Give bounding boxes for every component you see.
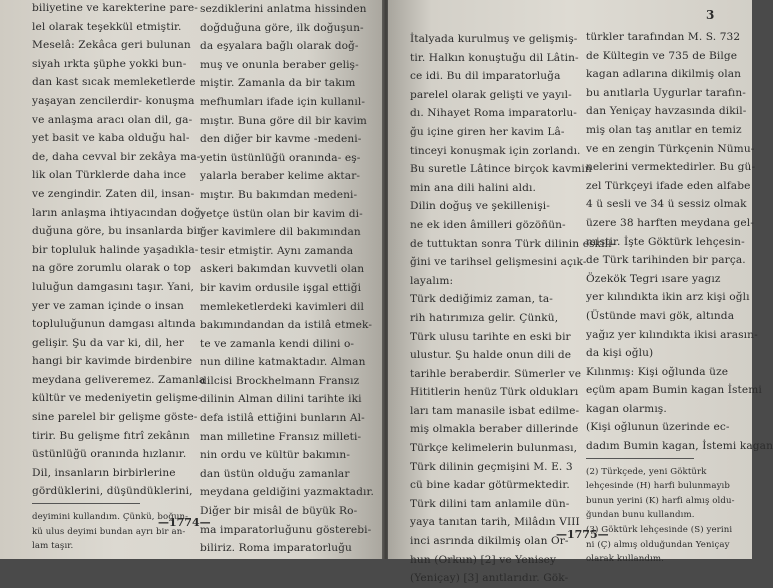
text-line: memleketlerdeki kavimleri dil	[200, 300, 364, 313]
text-line: yalarla beraber kelime aktar-	[200, 170, 361, 183]
text-line: Meselâ: Zekâca geri bulunan	[32, 39, 191, 52]
text-line: na göre zorumlu olarak o top	[32, 262, 192, 275]
text-line: doğduğuna göre, ilk doğuşun-	[200, 21, 364, 34]
text-line: ve en zengin Türkçenin Nümu-	[586, 142, 755, 155]
text-line: cü bine kadar götürmektedir.	[410, 479, 570, 492]
text-line: sezdiklerini anlatma hissinden	[200, 3, 367, 15]
text-line: dan kast sıcak memleketlerde	[32, 76, 196, 89]
text-line: dilcisi Brockhelmann Fransız	[200, 374, 360, 387]
right-page-corner-number: 3	[706, 8, 715, 22]
text-line: de tuttuktan sonra Türk dilinin eskili-	[410, 237, 616, 250]
text-line: Türkçe kelimelerin bulunması,	[410, 442, 578, 455]
text-line: yer kılındıkta ikin arz kişi oğlı	[586, 291, 750, 304]
text-line: layalım:	[410, 274, 454, 287]
left-page-column-1	[32, 0, 206, 554]
text-line: bakımındandan da istilâ etmek-	[200, 319, 373, 332]
text-line: da kişi oğlu)	[586, 347, 654, 360]
text-line: yaya tanıtan tarih, Milâdın VIII	[410, 516, 580, 529]
text-line: Dilin doğuş ve şekillenişi-	[410, 200, 550, 213]
footnote-divider	[586, 458, 694, 465]
text-line: bir topluluk halinde yaşadıkla-	[32, 243, 199, 256]
text-line: miş olan taş anıtlar en temiz	[586, 123, 742, 136]
text-line: ğini ve tarihsel gelişmesini açık-	[410, 256, 587, 269]
text-line: biliyetine ve karekterine pare-	[32, 2, 198, 14]
left-page-number: —1774—	[158, 516, 211, 529]
text-line: Bu suretle Lâtince birçok kavmin	[410, 163, 592, 176]
text-line: dı. Nihayet Roma imparatorlu-	[410, 107, 577, 120]
text-line: üzere 38 harften meydana gel-	[586, 216, 754, 229]
text-line: tinceyi konuşmak için zorlandı.	[410, 144, 581, 157]
text-line: Kılınmış: Kişi oğlunda üze	[586, 365, 729, 378]
text-line: mefhumları ifade için kullanıl-	[200, 95, 366, 108]
left-page-column-2	[200, 0, 380, 558]
text-line: lel olarak teşekkül etmiştir.	[32, 20, 182, 33]
text-line: Türk dilini tam anlamile dün-	[410, 497, 570, 510]
text-line: yetin üstünlüğü oranında- eş-	[200, 151, 361, 164]
text-line: sine parelel bir gelişme göste-	[32, 411, 198, 424]
text-line: bir kavim ordusile işgal ettiği	[200, 281, 362, 294]
footnote-line: bunun yerini (K) harfi almış oldu-	[586, 495, 735, 506]
text-line: dadım Bumin kagan, İstemi kagan	[586, 440, 773, 453]
text-line: Diğer bir misâl de büyük Ro-	[200, 505, 358, 518]
text-line: rih hatırımıza gelir. Çünkü,	[410, 311, 559, 324]
footnote-line: deyimini kullandım. Çünkü, boğun-	[32, 512, 189, 523]
footnote-divider	[32, 503, 140, 510]
text-line: hangi bir kavimde birdenbire	[32, 355, 193, 368]
text-line: (Kişi oğlunun üzerinde ec-	[586, 421, 730, 434]
text-line: İtalyada kurulmuş ve gelişmiş-	[410, 33, 578, 45]
text-line: min ana dili halini aldı.	[410, 181, 536, 194]
text-line: askeri bakımdan kuvvetli olan	[200, 263, 365, 276]
text-line: de Kültegin ve 735 de Bilge	[586, 49, 738, 62]
text-line: tirir. Bu gelişme fıtrî zekânın	[32, 429, 190, 442]
text-line: mıştır. Buna göre dil bir kavim	[200, 114, 367, 127]
footnote-line: kü ulus deyimi bundan ayrı bir an-	[32, 526, 186, 537]
text-line: nin ordu ve kültür bakımın-	[200, 449, 351, 462]
text-line: inci asrında dikilmiş olan Or-	[410, 535, 569, 548]
text-line: kültür ve medeniyetin gelişme-	[32, 392, 202, 405]
text-line: lik olan Türklerde daha ince	[32, 169, 187, 182]
text-line: dan üstün olduğu zamanlar	[200, 467, 350, 480]
text-line: Türk dediğimiz zaman, ta-	[410, 293, 553, 306]
text-line: tarihle beraberdir. Sümerler ve	[410, 367, 582, 380]
text-line: miştir. Zamanla da bir takım	[200, 77, 356, 90]
text-line: siyah ırkta şüphe yokki bun-	[32, 57, 187, 70]
text-line: miş olmakla beraber dillerinde	[410, 423, 579, 436]
text-line: 4 ü sesli ve 34 ü sessiz olmak	[586, 198, 747, 211]
text-line: yağız yer kılındıkta ikisi arasın-	[586, 328, 758, 341]
text-line: tir. Halkın konuştuğu dil Lâtin-	[410, 51, 579, 64]
footnote-line: lam taşır.	[32, 541, 74, 552]
text-line: üstünlüğü oranında hızlanır.	[32, 448, 187, 461]
text-line: ları tam manasile isbat edilme-	[410, 404, 580, 417]
text-line: parelel olarak gelişti ve yayıl-	[410, 88, 572, 101]
text-line: Türk dilinin geçmişini M. E. 3	[410, 460, 573, 473]
text-line: kagan adlarına dikilmiş olan	[586, 68, 742, 81]
text-line: Türk ulusu tarihte en eski bir	[410, 330, 571, 343]
text-line: ve zengindir. Zaten dil, insan-	[32, 187, 195, 200]
text-line: (Yeniçay) [3] anıtlarıdır. Gök-	[410, 572, 569, 585]
text-line: yetçe üstün olan bir kavim di-	[200, 207, 363, 220]
text-line: zel Türkçeyi ifade eden alfabe	[586, 179, 751, 192]
text-line: tesir etmiştir. Aynı zamanda	[200, 244, 354, 257]
footnote-line: (2) Türkçede, yeni Göktürk	[586, 466, 707, 477]
text-line: bu anıtlarla Uygurlar tarafın-	[586, 86, 746, 99]
text-line: meydana geldiğini yazmaktadır.	[200, 486, 374, 499]
text-line: Özekök Tegri ısare yagız	[586, 272, 721, 285]
footnote-line: ni (Ç) almış olduğundan Yeniçay	[586, 539, 730, 550]
text-line: den diğer bir kavme -medeni-	[200, 133, 362, 146]
text-line: ma imparatorluğunu gösterebi-	[200, 523, 372, 536]
text-line: gördüklerini, düşündüklerini,	[32, 485, 193, 498]
text-line: (Üstünde mavi gök, altında	[586, 309, 735, 322]
text-line: muş ve onunla beraber geliş-	[200, 58, 359, 71]
text-line: ne ek iden âmilleri gözöñün-	[410, 218, 566, 231]
text-line: ğer kavimlere dil bakımından	[200, 226, 361, 239]
text-line: miştir. İşte Göktürk lehçesin-	[586, 235, 745, 248]
text-line: kagan olarmış.	[586, 402, 667, 415]
text-line: gelişir. Şu da var ki, dil, her	[32, 336, 185, 349]
text-line: ulustur. Şu halde onun dili de	[410, 349, 572, 362]
text-line: Hititlerin henüz Türk oldukları	[410, 386, 579, 399]
text-line: meydana geliveremez. Zamanla	[32, 373, 206, 386]
footnote-line: ğundan bunu kullandım.	[586, 510, 695, 521]
text-line: ların anlaşma ihtiyacından doğ-	[32, 206, 205, 219]
text-line: ğu içine giren her kavim Lâ-	[410, 125, 565, 138]
text-line: yet basit ve kaba olduğu hal-	[32, 132, 190, 145]
footnote-line: olarak kullandım.	[586, 554, 664, 565]
text-line: te ve zamanla kendi dilini o-	[200, 337, 355, 350]
text-line: biliriz. Roma imparatorluğu	[200, 542, 352, 555]
footnote-line: (3) Göktürk lehçesinde (S) yerini	[586, 525, 733, 536]
right-page-column-2	[586, 28, 773, 567]
text-line: Dil, insanların birbirlerine	[32, 466, 176, 479]
text-line: eçüm apam Bumin kagan İstemi	[586, 384, 762, 397]
left-page	[0, 0, 384, 559]
text-line: man milletine Fransız milleti-	[200, 430, 362, 443]
text-line: yaşayan zencilerdir- konuşma	[32, 94, 195, 107]
text-line: yer ve zaman içinde o insan	[32, 299, 184, 312]
text-line: nun diline katmaktadır. Alman	[200, 356, 366, 369]
text-line: de, daha cevval bir zekâya ma-	[32, 150, 201, 163]
text-line: luluğun damgasını taşır. Yani,	[32, 280, 194, 293]
text-line: duğuna göre, bu insanlarda bir	[32, 225, 203, 238]
right-page-number: —1775—	[556, 528, 609, 541]
right-page	[388, 0, 773, 585]
text-line: türkler tarafından M. S. 732	[586, 31, 741, 43]
text-line: mıştır. Bu bakımdan medeni-	[200, 188, 358, 201]
text-line: ce idi. Bu dil imparatorluğa	[410, 70, 561, 83]
text-line: hun (Orkun) [2] ve Yenisey	[410, 553, 557, 566]
text-line: ve anlaşma aracı olan dil, ga-	[32, 113, 193, 126]
text-line: dilinin Alman dilini tarihte iki	[200, 393, 362, 406]
text-line: nelerini vermektedirler. Bu gü-	[586, 161, 756, 174]
text-line: topluluğunun damgası altında	[32, 318, 196, 331]
text-line: de Türk tarihinden bir parça.	[586, 254, 746, 267]
text-line: dan Yeniçay havzasında dikil-	[586, 105, 747, 118]
text-line: da eşyalara bağlı olarak doğ-	[200, 40, 359, 53]
text-line: defa istilâ ettiğini bunların Al-	[200, 412, 365, 425]
footnote-line: lehçesinde (H) harfi bulunmayıb	[586, 481, 730, 492]
